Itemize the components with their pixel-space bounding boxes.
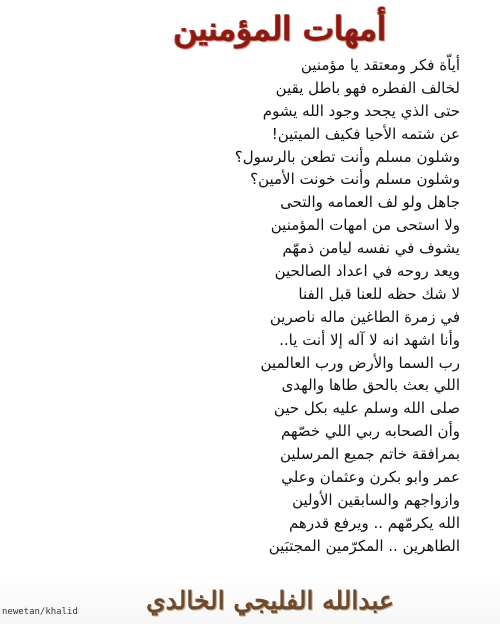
watermark-text: newetan/khalid: [2, 607, 78, 617]
poem-line: أياّة فكر ومعتقد يا مؤمنين: [300, 56, 460, 74]
poem-line: لا شك حظه للعنا قبل الفنا: [298, 284, 460, 303]
poem-body: [40, 54, 460, 558]
poem-line: وازواجهم والسابقين الأولين: [292, 490, 460, 509]
poem-line: جاهل ولو لف العمامه والتحى: [280, 193, 460, 212]
poem-line: اللي بعث بالحق طاها والهدى: [281, 376, 460, 395]
poem-line: عمر وابو بكرن وعثمان وعلي: [281, 468, 460, 487]
poem-line: الله يكرمّهم .. ويرفع قدرهم: [288, 513, 460, 532]
poem-line: يشوف في نفسه ليامن ذمهّم: [282, 239, 460, 258]
poem-line: صلى الله وسلم عليه بكل حين: [273, 399, 460, 418]
poem-line: في زمرة الطاغين ماله ناصرين: [269, 307, 460, 326]
author-signature: عبدالله الفليجي الخالدي: [146, 585, 394, 615]
poem-title: أمهات المؤمنين: [173, 8, 387, 48]
poem-line: وشلون مسلم وأنت تطعن بالرسول؟: [234, 147, 460, 166]
poem-line: لخالف الفطره فهو باطل يقين: [275, 78, 460, 97]
poem-line: حتى الذي يجحد وجود الله يشوم: [262, 101, 460, 120]
poem-line: رب السما والأرض ورب العالمين: [260, 353, 460, 372]
poem-line: ويعد روحه في اعداد الصالحين: [274, 262, 460, 281]
poem-line: وأنا اشهد انه لا آله إلا أنت يا..: [279, 330, 460, 349]
poem-line: وشلون مسلم وأنت خونت الأمين؟: [250, 170, 460, 189]
poem-line: ولا استحى من امهات المؤمنين: [270, 216, 460, 235]
poem-line: وأن الصحابه ربي اللي خصّهم: [280, 422, 460, 441]
poem-line: بمرافقة خاتم جميع المرسلين: [279, 445, 460, 464]
poem-line: الطاهرين .. المكرّمين المجتبَين: [268, 536, 460, 555]
poem-line: عن شتمه الأحيا فكيف الميتين!: [271, 124, 460, 143]
